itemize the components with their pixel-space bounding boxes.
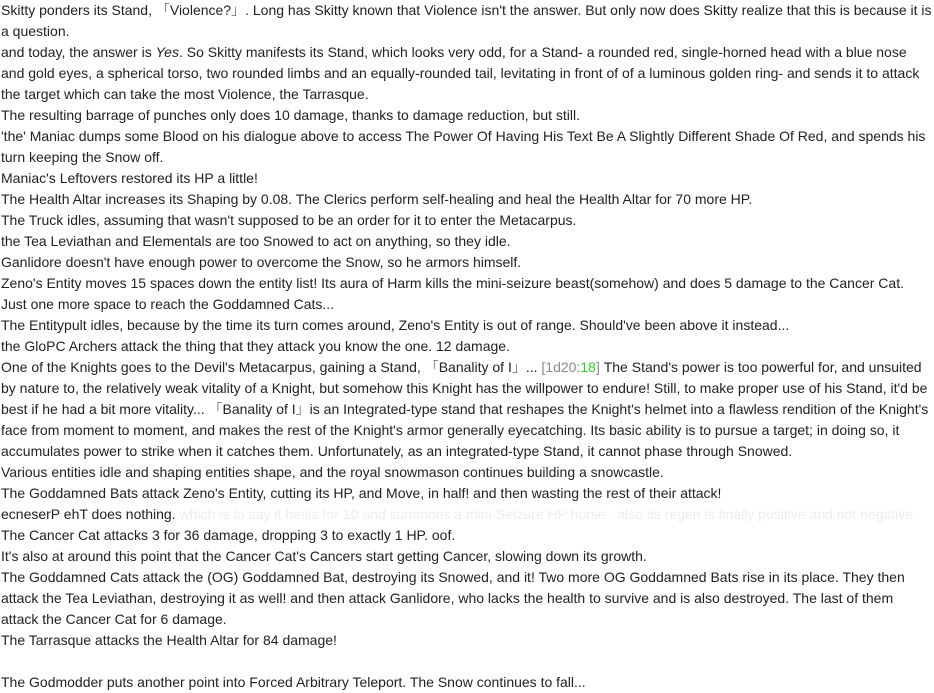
dice-roll: [541, 359, 599, 375]
paragraph-knight-stand-post: The Stand's power is too powerful for, and unsuited by nature to, the relatively weak vitality of a Knight, but somehow this Knight has the willpower to endure! Still, to make proper use of his Stand, it'd be best if he had a bit more vitality... 「Banality of I」is an Integrated-type stand that reshapes the Knight's helmet into a flawless rendition of the Knight's face from moment to moment, and makes the rest of the Knight's armor generally eyecatching. Its basic ability is to pursue a target; in doing so, it accumulates power to strike when it catches them. Unfortunately, as an integrated-type Stand, it cannot phase through Snowed.: [1, 359, 929, 459]
paragraph-presence: [1, 504, 933, 525]
paragraph-goddamned-bats: The Goddamned Bats attack Zeno's Entity, cutting its HP, and Move, in half! and then wasting the rest of their attack!: [1, 485, 722, 501]
paragraph-maniac-leftovers: Maniac's Leftovers restored its HP a little!: [1, 170, 258, 186]
paragraph-ganlidore: Ganlidore doesn't have enough power to overcome the Snow, so he armors himself.: [1, 254, 522, 270]
paragraph-goddamned-cats: The Goddamned Cats attack the (OG) Goddamned Bat, destroying its Snowed, and it! Two more OG Goddamned Bats rise in its place. They then attack the Tea Leviathan, destroying it as well! and then attack Ganlidore, who lacks the health to survive and is also destroyed. The last of them attack the Cancer Cat for 6 damage.: [1, 569, 905, 627]
blank-line: [1, 651, 933, 672]
paragraph-godmodder: The Godmodder puts another point into Forced Arbitrary Teleport. The Snow continues to fall...: [1, 674, 586, 690]
paragraph-barrage: The resulting barrage of punches only does 10 damage, thanks to damage reduction, but still.: [1, 107, 581, 123]
emphasis-yes: Yes: [155, 44, 179, 60]
paragraph-glopc-archers: the GloPC Archers attack the thing that they attack you know the one. 12 damage.: [1, 338, 510, 354]
paragraph-skitty-stand-pre: and today, the answer is: [1, 44, 156, 60]
paragraph-cancer-growth: It's also at around this point that the Cancer Cat's Cancers start getting Cancer, slowing down its growth.: [1, 548, 647, 564]
paragraph-skitty-ponders: Skitty ponders its Stand, 「Violence?」. Long has Skitty known that Violence isn't the answer. But only now does Skitty realize that this is because it is a question.: [1, 2, 932, 39]
paragraph-truck: The Truck idles, assuming that wasn't supposed to be an order for it to enter the Metacarpus.: [1, 212, 577, 228]
paragraph-knight-stand-pre: One of the Knights goes to the Devil's Metacarpus, gaining a Stand, 「Banality of I」...: [1, 359, 542, 375]
paragraph-tarrasque: The Tarrasque attacks the Health Altar for 84 damage!: [1, 632, 337, 648]
paragraph-tea-leviathan: the Tea Leviathan and Elementals are too Snowed to act on anything, so they idle.: [1, 233, 511, 249]
dice-roll-open: [1d20:: [541, 359, 581, 375]
paragraph-presence-main: ecneserP ehT does nothing.: [1, 506, 176, 522]
paragraph-various-entities: Various entities idle and shaping entities shape, and the royal snowmason continues building a snowcastle.: [1, 464, 664, 480]
paragraph-maniac-blood: 'the' Maniac dumps some Blood on his dialogue above to access The Power Of Having His Text Be A Slightly Different Shade Of Red, and spends his turn keeping the Snow off.: [1, 128, 926, 165]
dice-roll-result: 18: [580, 359, 596, 375]
paragraph-health-altar: The Health Altar increases its Shaping by 0.08. The Clerics perform self-healing and heal the Health Altar for 70 more HP.: [1, 191, 753, 207]
paragraph-skitty-stand-post: . So Skitty manifests its Stand, which looks very odd, for a Stand- a rounded red, single-horned head with a blue nose and gold eyes, a spherical torso, two rounded limbs and an equally-rounded tail, levitating in front of of a luminous golden ring- and sends it to attack the target which can take the most Violence, the Tarrasque.: [1, 44, 920, 102]
dice-roll-close: ]: [595, 359, 600, 375]
paragraph-entitypult: The Entitypult idles, because by the time its turn comes around, Zeno's Entity is out of range. Should've been above it instead...: [1, 317, 790, 333]
paragraph-skitty-stand: [1, 42, 933, 105]
paragraph-zenos-entity: Zeno's Entity moves 15 spaces down the entity list! Its aura of Harm kills the mini-seizure beast(somehow) and does 5 damage to the Cancer Cat. Just one more space to reach the Goddamned Cats...: [1, 275, 904, 312]
paragraph-cancer-cat-attack: The Cancer Cat attacks 3 for 36 damage, dropping 3 to exactly 1 HP. oof.: [1, 527, 456, 543]
paragraph-presence-hidden: which is to say it heals for 10 and summons a mini-Seizure HP horse . also its regen is finally positive and not negative.: [175, 506, 917, 522]
paragraph-knight-stand: [1, 357, 933, 462]
